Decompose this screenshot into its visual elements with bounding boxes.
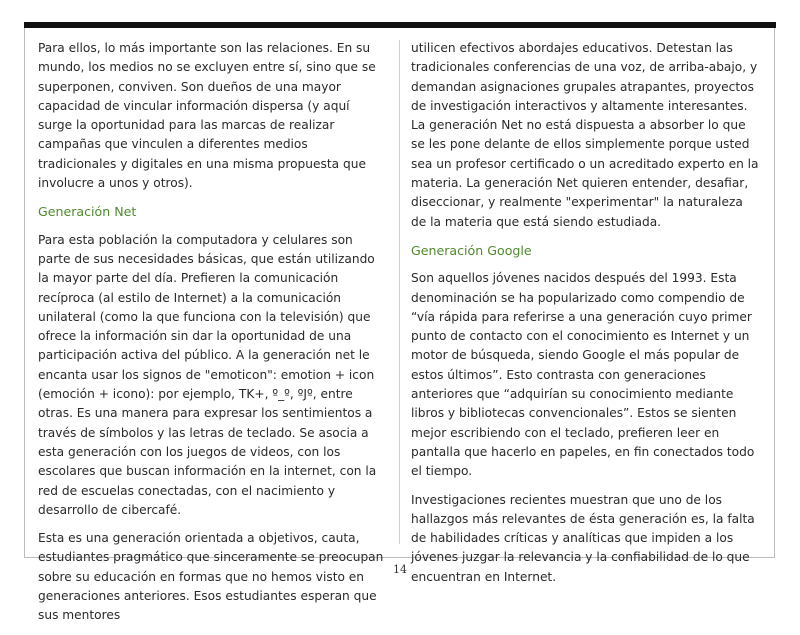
paragraph-net-poblacion: Para esta población la computadora y celulares son parte de sus necesidades básicas, que están utilizando la mayor parte del día. Prefieren la comunicación recíproca (al estilo de Internet) a la comunicación unilateral (como la que funciona con la televisión) que ofrece la información sin dar la oportunidad de una participación activa del público. A la generación net le encanta usar los signos de "emoticon": emotion + icon (emoción + icono): por ejemplo, TK+, º_º, ºJº, entre otras. Es una manera para expresar los sentimientos a través de símbolos y las letras de teclado. Se asocia a esta generación con los juegos de videos, con los escolares que buscan información en la internet, con la red de escuelas conectadas, con el nacimiento y desarrollo de cibercafé. bbox=[38, 232, 377, 517]
column-divider bbox=[399, 40, 400, 544]
left-column bbox=[38, 39, 386, 635]
heading-generacion-google: Generación Google bbox=[411, 242, 532, 258]
right-column bbox=[411, 39, 759, 596]
paragraph-net-continuacion: utilicen efectivos abordajes educativos. Detestan las tradicionales conferencias de una voz, de arriba-abajo, y demandan asignaciones grupales atrapantes, proyectos de investigación interactivos y altamente interesantes. La generación Net no está dispuesta a absorber lo que se les pone delante de ellos simplemente porque usted sea un profesor certificado o un acreditado experto en la materia. La generación Net quieren entender, desafiar, diseccionar, y realmente "experimentar" la naturaleza de la materia que está siendo estudiada. bbox=[411, 41, 759, 229]
paragraph-google-definicion: Son aquellos jóvenes nacidos después del 1993. Esta denominación se ha popularizado como compendio de “vía rápida para referirse a una generación cuyo primer punto de contacto con el conocimiento es Internet y un motor de búsqueda, siendo Google el más popular de estos últimos”. Esto contrasta con generaciones anteriores que “adquirían su conocimiento mediante libros y bibliotecas convencionales”. Estos se sienten mejor escribiendo con el teclado, prefieren leer en pantalla que hacerlo en papeles, en fin conectados todo el tiempo. bbox=[411, 271, 755, 479]
paragraph-relaciones: Para ellos, lo más importante son las relaciones. En su mundo, los medios no se excluyen entre sí, sino que se superponen, conviven. Son dueños de una mayor capacidad de vincular información dispersa (y aquí surge la oportunidad para las marcas de realizar campañas que vinculen a diferentes medios tradicionales y digitales en una misma propuesta que involucre a unos y otros). bbox=[38, 41, 376, 191]
page-number: 14 bbox=[393, 563, 407, 576]
paragraph-google-investigaciones: Investigaciones recientes muestran que uno de los hallazgos más relevantes de ésta generación es, la falta de habilidades críticas y analíticas que impiden a los jóvenes juzgar la relevancia y la confiabilidad de lo que encuentran en Internet. bbox=[411, 492, 755, 584]
paragraph-net-objetivos: Esta es una generación orientada a objetivos, cauta, estudiantes pragmático que sinceramente se preocupan sobre su educación en formas que no hemos visto en generaciones anteriores. Esos estudiantes esperan que sus mentores bbox=[38, 531, 384, 623]
heading-generacion-net: Generación Net bbox=[38, 204, 137, 220]
